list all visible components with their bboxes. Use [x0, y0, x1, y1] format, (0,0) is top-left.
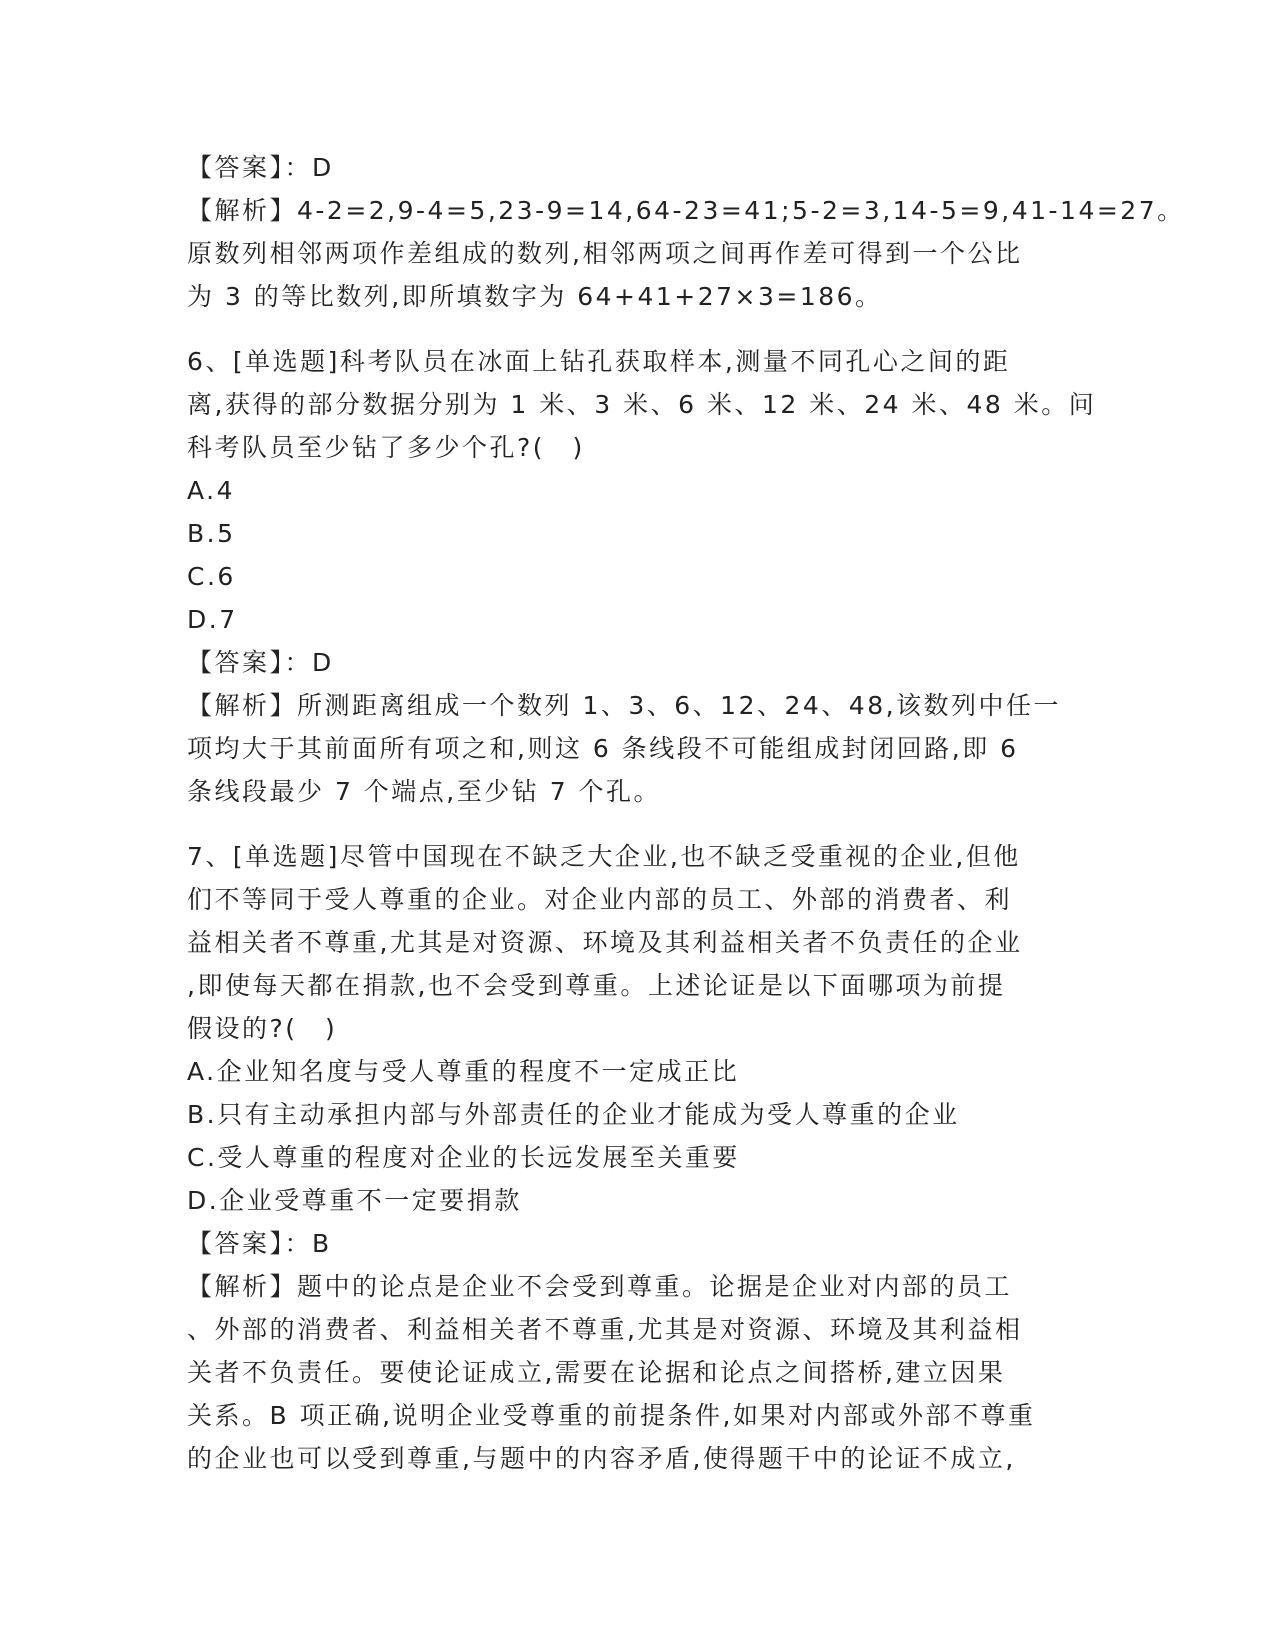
question-stem-line: 们不等同于受人尊重的企业。对企业内部的员工、外部的消费者、利 — [187, 885, 1013, 914]
analysis-line: 关者不负责任。要使论证成立,需要在论据和论点之间搭桥,建立因果 — [187, 1358, 1006, 1387]
question-stem-line: 6、[单选题]科考队员在冰面上钻孔获取样本,测量不同孔心之间的距 — [187, 347, 1011, 376]
question-stem-line: 益相关者不尊重,尤其是对资源、环境及其利益相关者不负责任的企业 — [187, 928, 1023, 957]
question-stem-line: 7、[单选题]尽管中国现在不缺乏大企业,也不缺乏受重视的企业,但他 — [187, 842, 1021, 871]
option-a: A.企业知名度与受人尊重的程度不一定成正比 — [187, 1057, 740, 1086]
answer-line: 【答案】：D — [187, 153, 334, 182]
analysis-line: 【解析】4-2=2,9-4=5,23-9=14,64-23=41;5-2=3,14-5=9,41-14=27。 — [187, 196, 1185, 225]
analysis-line: 条线段最少 7 个端点,至少钻 7 个孔。 — [187, 777, 662, 806]
option-c: C.6 — [187, 562, 236, 591]
analysis-line: 原数列相邻两项作差组成的数列,相邻两项之间再作差可得到一个公比 — [187, 239, 1023, 268]
question-stem-line: ,即使每天都在捐款,也不会受到尊重。上述论证是以下面哪项为前提 — [187, 971, 1006, 1000]
option-b: B.5 — [187, 519, 236, 548]
question-stem-line: 科考队员至少钻了多少个孔?( ) — [187, 433, 585, 462]
option-d: D.7 — [187, 605, 238, 634]
question-stem-line: 假设的?( ) — [187, 1014, 338, 1043]
spacer — [187, 318, 1087, 340]
document-page — [187, 146, 1185, 1480]
option-a: A.4 — [187, 476, 236, 505]
option-b: B.只有主动承担内部与外部责任的企业才能成为受人尊重的企业 — [187, 1100, 960, 1129]
analysis-line: 的企业也可以受到尊重,与题中的内容矛盾,使得题干中的论证不成立, — [187, 1444, 1016, 1473]
spacer — [187, 813, 1087, 835]
question-7 — [187, 835, 1087, 1480]
analysis-line: 【解析】题中的论点是企业不会受到尊重。论据是企业对内部的员工 — [187, 1272, 1013, 1301]
analysis-line: 项均大于其前面所有项之和,则这 6 条线段不可能组成封闭回路,即 6 — [187, 734, 1019, 763]
analysis-line: 【解析】所测距离组成一个数列 1、3、6、12、24、48,该数列中任一 — [187, 691, 1062, 720]
option-d: D.企业受尊重不一定要捐款 — [187, 1186, 522, 1215]
question-5-tail — [187, 146, 1185, 318]
analysis-line: 为 3 的等比数列,即所填数字为 64+41+27×3=186。 — [187, 282, 883, 311]
option-c: C.受人尊重的程度对企业的长远发展至关重要 — [187, 1143, 740, 1172]
question-6 — [187, 340, 1097, 813]
question-stem-line: 离,获得的部分数据分别为 1 米、3 米、6 米、12 米、24 米、48 米。问 — [187, 390, 1097, 419]
answer-line: 【答案】：B — [187, 1229, 332, 1258]
answer-line: 【答案】：D — [187, 648, 334, 677]
analysis-line: 、外部的消费者、利益相关者不尊重,尤其是对资源、环境及其利益相 — [187, 1315, 1023, 1344]
analysis-line: 关系。B 项正确,说明企业受尊重的前提条件,如果对内部或外部不尊重 — [187, 1401, 1036, 1430]
